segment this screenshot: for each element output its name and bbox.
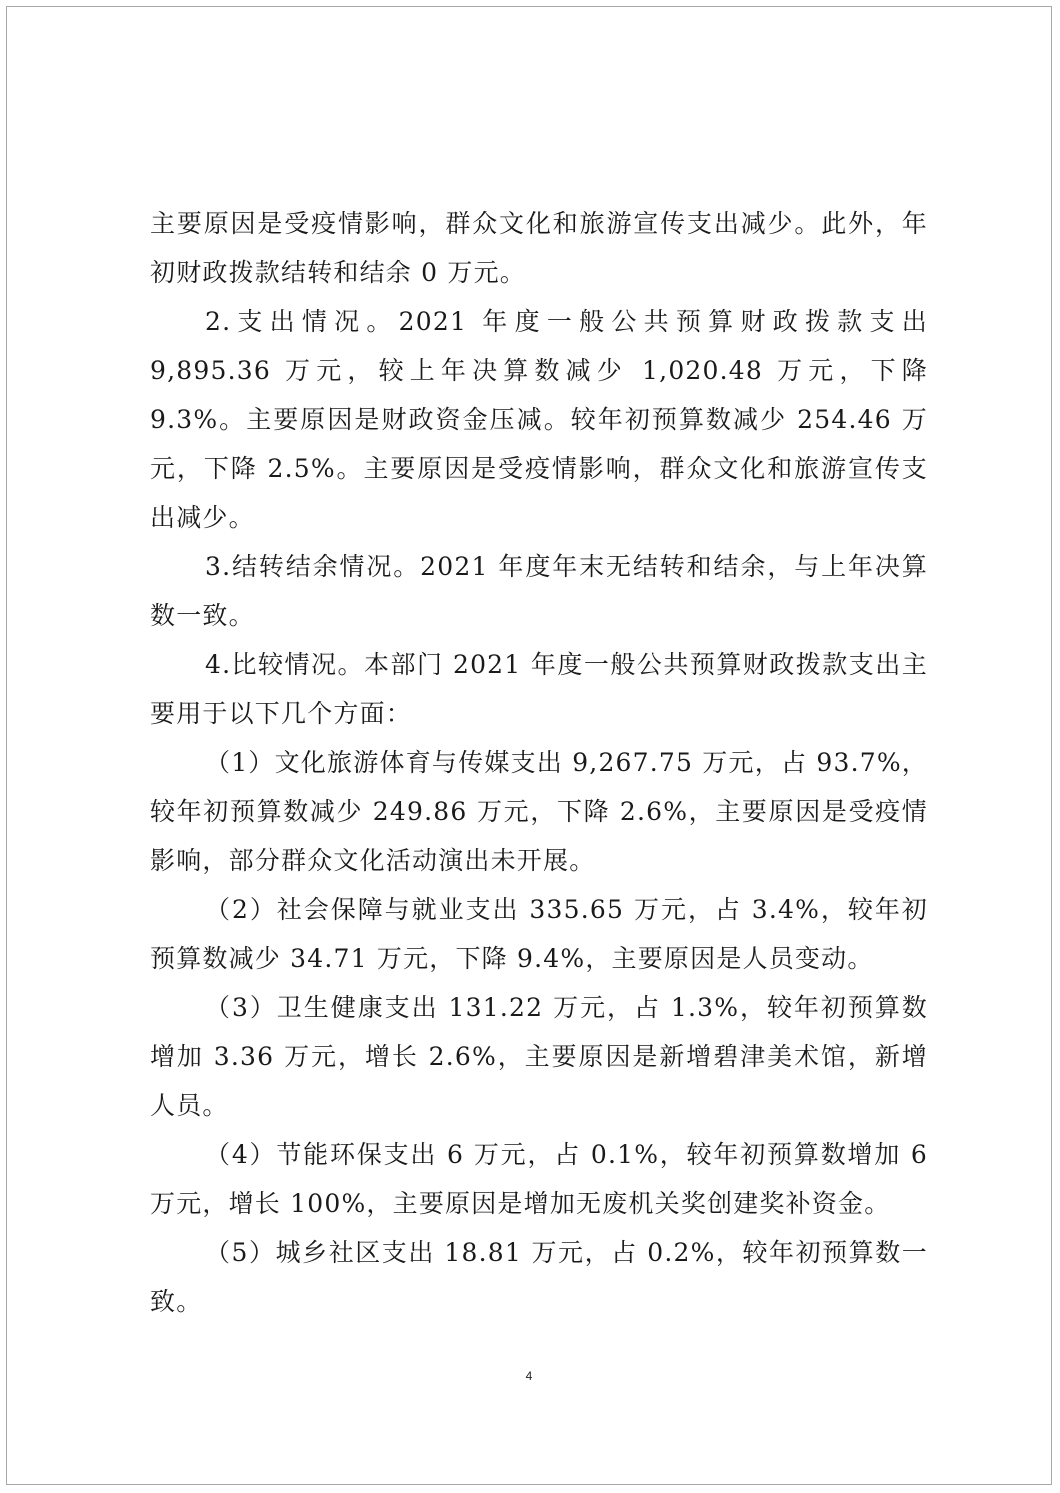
paragraph-carryover: 3.结转结余情况。2021 年度年末无结转和结余，与上年决算数一致。 bbox=[150, 552, 928, 630]
paragraph-item-culture: （1）文化旅游体育与传媒支出 9,267.75 万元，占 93.7%，较年初预算数减少 249.86 万元，下降 2.6%，主要原因是受疫情影响，部分群众文化活动演出未开展。 bbox=[150, 748, 928, 875]
paragraph-item-health: （3）卫生健康支出 131.22 万元，占 1.3%，较年初预算数增加 3.36 万元，增长 2.6%，主要原因是新增碧津美术馆，新增人员。 bbox=[150, 993, 928, 1120]
paragraph-item-community: （5）城乡社区支出 18.81 万元，占 0.2%，较年初预算数一致。 bbox=[150, 1238, 928, 1316]
paragraph-comparison: 4.比较情况。本部门 2021 年度一般公共预算财政拨款支出主要用于以下几个方面： bbox=[150, 650, 928, 728]
page-number: 4 bbox=[525, 1369, 533, 1383]
paragraph-item-environment: （4）节能环保支出 6 万元，占 0.1%，较年初预算数增加 6 万元，增长 100%，主要原因是增加无废机关奖创建奖补资金。 bbox=[150, 1140, 928, 1218]
paragraph-expenditure: 2.支出情况。2021 年度一般公共预算财政拨款支出 9,895.36 万元，较上年决算数减少 1,020.48 万元，下降 9.3%。主要原因是财政资金压减。较年初预算数减少 254.46 万元，下降 2.5%。主要原因是受疫情影响，群众文化和旅游宣传支出减少。 bbox=[150, 307, 928, 532]
paragraph-item-social-security: （2）社会保障与就业支出 335.65 万元，占 3.4%，较年初预算数减少 34.71 万元，下降 9.4%，主要原因是人员变动。 bbox=[150, 895, 928, 973]
document-page bbox=[6, 6, 1052, 1485]
paragraph-revenue-reason: 主要原因是受疫情影响，群众文化和旅游宣传支出减少。此外，年初财政拨款结转和结余 0 万元。 bbox=[150, 209, 928, 287]
body-text bbox=[150, 199, 928, 1326]
